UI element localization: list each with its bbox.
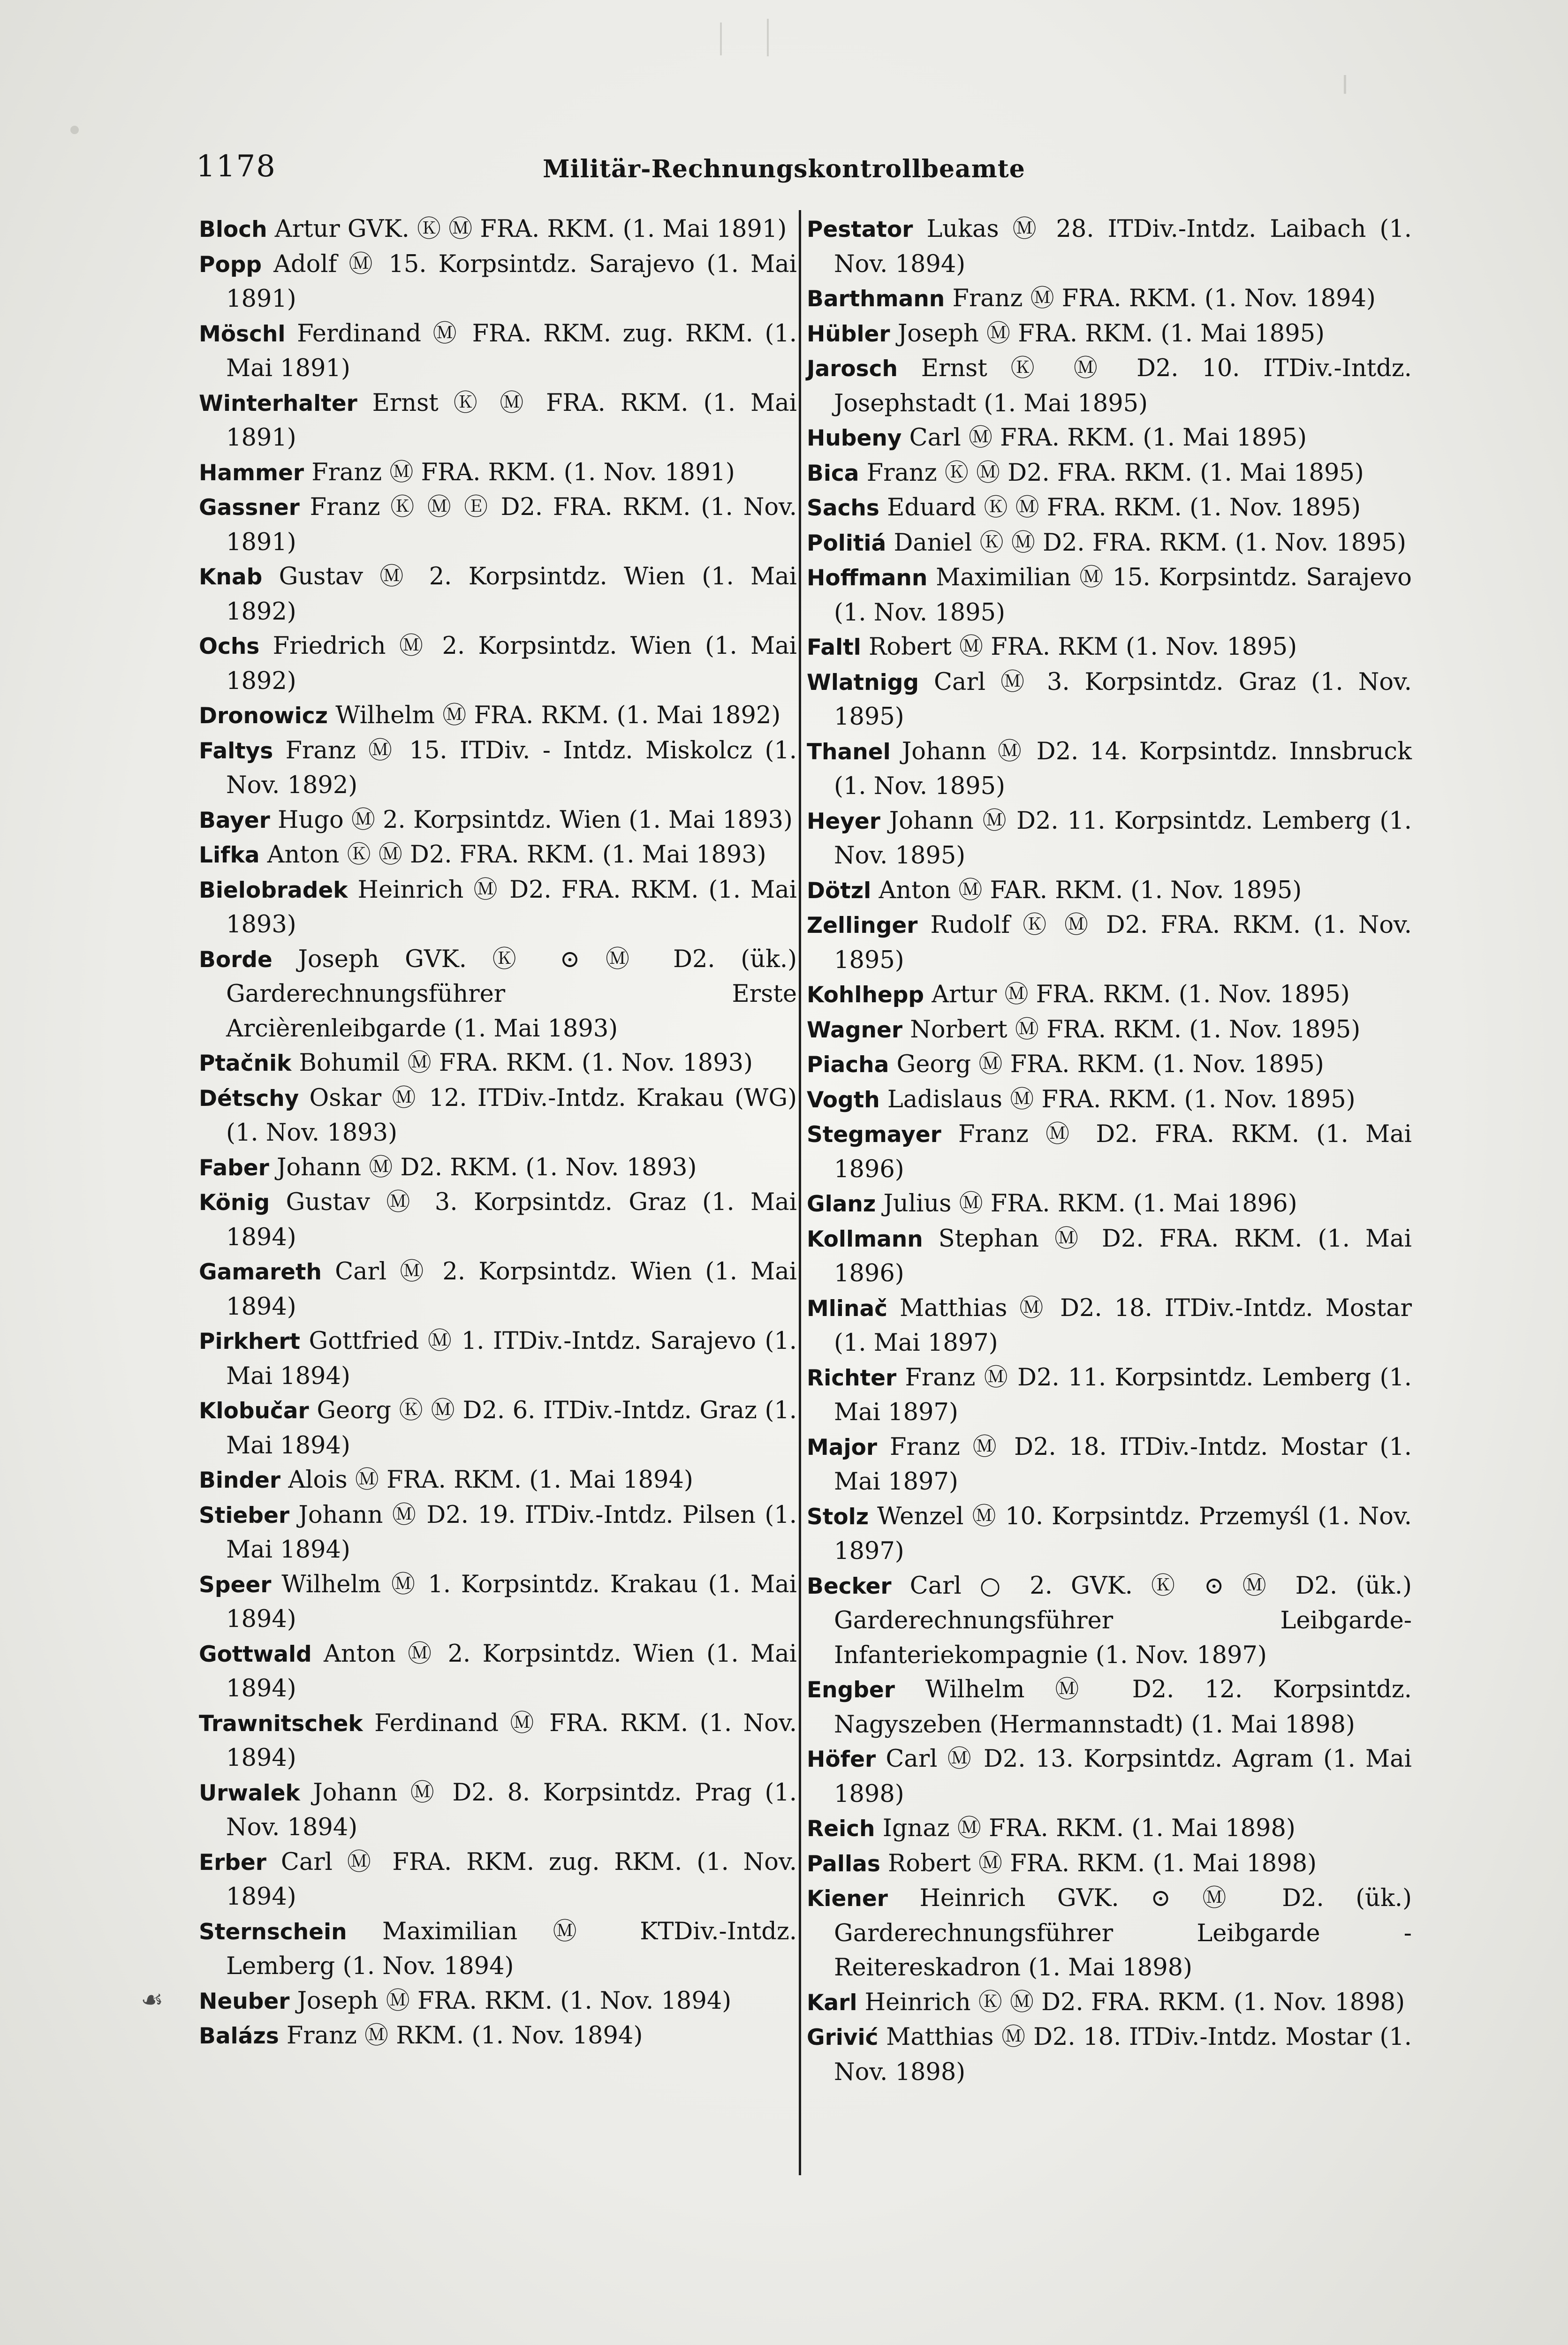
entry-surname: Kollmann	[807, 1226, 923, 1252]
register-entry	[807, 1013, 1412, 1048]
register-entry	[807, 456, 1412, 491]
entry-surname: Stegmayer	[807, 1122, 941, 1148]
entry-surname: Popp	[199, 251, 262, 278]
entry-surname: Borde	[199, 946, 273, 973]
entry-details: Artur GVK. Ⓚ Ⓜ FRA. RKM. (1. Mai 1891)	[274, 215, 787, 243]
entry-surname: Heyer	[807, 808, 880, 834]
entry-surname: Richter	[807, 1365, 897, 1391]
register-entry	[807, 804, 1412, 873]
register-entry	[807, 1742, 1412, 1811]
entry-surname: Lifka	[199, 842, 260, 868]
entry-surname: Bielobradek	[199, 877, 348, 903]
register-entry	[807, 1985, 1412, 2020]
entry-details: Georg Ⓚ Ⓜ D2. 6. ITDiv.-Intdz. Graz (1. Mai 1894)	[226, 1397, 797, 1460]
register-entry	[807, 560, 1412, 630]
register-entry	[199, 698, 797, 734]
register-entry	[807, 1846, 1412, 1882]
entry-details: Ferdinand Ⓜ FRA. RKM. (1. Nov. 1894)	[226, 1709, 797, 1772]
entry-surname: Barthmann	[807, 286, 945, 312]
entry-surname: Hübler	[807, 321, 890, 347]
entry-details: Johann Ⓜ D2. 11. Korpsintdz. Lemberg (1. Nov. 1895)	[834, 807, 1412, 870]
entry-details: Alois Ⓜ FRA. RKM. (1. Mai 1894)	[288, 1466, 693, 1494]
register-entry	[199, 1567, 797, 1637]
register-entry	[807, 281, 1412, 317]
register-entry	[807, 873, 1412, 908]
entry-surname: Stolz	[807, 1504, 869, 1530]
entry-surname: Pirkhert	[199, 1329, 300, 1354]
entry-details: Bohumil Ⓜ FRA. RKM. (1. Nov. 1893)	[299, 1049, 753, 1077]
entry-details: Joseph GVK. Ⓚ ⊙ Ⓜ D2. (ük.) Garderechnungsführer Erste Arcièrenleibgarde (1. Mai 1893)	[226, 945, 797, 1043]
entry-details: Johann Ⓜ D2. RKM. (1. Nov. 1893)	[277, 1153, 697, 1181]
entry-surname: Höfer	[807, 1747, 876, 1772]
scan-speck	[767, 19, 769, 56]
entry-details: Carl Ⓜ FRA. RKM. (1. Mai 1895)	[909, 424, 1307, 452]
entry-details: Maximilian Ⓜ KTDiv.-Intdz. Lemberg (1. Nov. 1894)	[226, 1917, 797, 1980]
entry-surname: Balázs	[199, 2023, 279, 2049]
entry-surname: Wlatnigg	[807, 669, 919, 696]
entry-surname: Winterhalter	[199, 390, 357, 416]
register-entry	[807, 1187, 1412, 1222]
entry-surname: Möschl	[199, 321, 286, 347]
register-entry	[199, 1914, 797, 1984]
entry-surname: Klobučar	[199, 1398, 309, 1424]
entry-surname: Major	[807, 1434, 878, 1460]
entry-details: Wenzel Ⓜ 10. Korpsintdz. Przemyśl (1. Nov. 1897)	[834, 1502, 1412, 1565]
entry-surname: Erber	[199, 1849, 266, 1876]
register-entry	[807, 526, 1412, 561]
register-entry	[807, 351, 1412, 421]
entry-details: Heinrich Ⓚ Ⓜ D2. FRA. RKM. (1. Nov. 1898)	[864, 1988, 1405, 2016]
entry-details: Adolf Ⓜ 15. Korpsintdz. Sarajevo (1. Mai 1891)	[226, 250, 797, 313]
register-entry	[199, 942, 797, 1046]
register-entry	[807, 1222, 1412, 1291]
register-entry	[807, 1430, 1412, 1499]
entry-details: Wilhelm Ⓜ D2. 12. Korpsintdz. Nagyszeben (Hermannstadt) (1. Mai 1898)	[834, 1676, 1412, 1739]
register-entry	[199, 629, 797, 698]
register-entry	[199, 317, 797, 386]
entry-surname: Trawnitschek	[199, 1710, 363, 1737]
entry-surname: Sternschein	[199, 1919, 347, 1945]
register-entry	[199, 803, 797, 838]
scan-speck	[720, 23, 722, 55]
entry-surname: Kiener	[807, 1886, 888, 1912]
entry-surname: Faltl	[807, 635, 861, 660]
register-entry	[807, 1811, 1412, 1846]
entry-surname: Bloch	[199, 217, 267, 242]
entry-details: Robert Ⓜ FRA. RKM. (1. Mai 1898)	[888, 1849, 1317, 1877]
entry-surname: Zellinger	[807, 913, 918, 938]
running-head: Militär-Rechnungskontrollbeamte	[543, 155, 1025, 183]
register-entry	[807, 1499, 1412, 1569]
entry-surname: Thanel	[807, 739, 891, 765]
entry-surname: König	[199, 1190, 270, 1216]
register-entry	[807, 734, 1412, 804]
entry-surname: Piacha	[807, 1052, 889, 1078]
margin-mark: ☙	[141, 1985, 164, 2014]
register-entry	[807, 908, 1412, 977]
entry-details: Heinrich GVK. ⊙ Ⓜ D2. (ük.) Garderechnungsführer Leibgarde - Reitereskadron (1. Mai 1898)	[834, 1884, 1412, 1982]
register-entry	[807, 1117, 1412, 1187]
register-entry	[199, 1845, 797, 1914]
register-entry	[199, 1046, 797, 1081]
register-entry	[199, 247, 797, 317]
left-column	[199, 212, 797, 2054]
register-entry	[199, 1081, 797, 1150]
entry-details: Ferdinand Ⓜ FRA. RKM. zug. RKM. (1. Mai 1891)	[226, 319, 797, 382]
register-entry	[199, 1393, 797, 1463]
entry-surname: Hammer	[199, 460, 304, 486]
entry-details: Franz Ⓜ FRA. RKM. (1. Nov. 1891)	[311, 458, 735, 486]
entry-details: Norbert Ⓜ FRA. RKM. (1. Nov. 1895)	[910, 1015, 1361, 1044]
register-entry	[199, 1706, 797, 1776]
entry-details: Franz Ⓜ D2. 18. ITDiv.-Intdz. Mostar (1. Mai 1897)	[834, 1433, 1412, 1496]
register-entry	[199, 490, 797, 560]
column-divider	[799, 210, 801, 2175]
entry-surname: Hubeny	[807, 425, 902, 451]
entry-details: Carl ○ 2. GVK. Ⓚ ⊙ Ⓜ D2. (ük.) Garderechnungsführer Leibgarde-Infanteriekompagnie (1. Nov. 1897)	[834, 1572, 1412, 1669]
entry-surname: Faber	[199, 1155, 269, 1181]
register-entry	[199, 455, 797, 491]
entry-details: Wilhelm Ⓜ FRA. RKM. (1. Mai 1892)	[335, 702, 781, 729]
entry-surname: Kohlhepp	[807, 982, 924, 1008]
entry-details: Stephan Ⓜ D2. FRA. RKM. (1. Mai 1896)	[834, 1225, 1412, 1287]
register-entry	[807, 491, 1412, 526]
entry-surname: Politiá	[807, 530, 886, 556]
entry-surname: Faltys	[199, 738, 273, 764]
entry-details: Anton Ⓚ Ⓜ D2. FRA. RKM. (1. Mai 1893)	[267, 841, 766, 869]
entry-details: Anton Ⓜ FAR. RKM. (1. Nov. 1895)	[879, 876, 1302, 904]
register-entry	[807, 212, 1412, 281]
register-entry	[807, 421, 1412, 456]
register-entry	[199, 734, 797, 803]
entry-details: Franz Ⓜ FRA. RKM. (1. Nov. 1894)	[952, 285, 1376, 312]
register-entry	[807, 2020, 1412, 2089]
entry-surname: Ptačnik	[199, 1051, 292, 1076]
entry-surname: Becker	[807, 1573, 892, 1599]
scan-speck	[70, 126, 79, 134]
entry-details: Georg Ⓜ FRA. RKM. (1. Nov. 1895)	[896, 1051, 1324, 1078]
register-entry	[807, 665, 1412, 734]
entry-details: Carl Ⓜ 2. Korpsintdz. Wien (1. Mai 1894)	[226, 1258, 797, 1321]
entry-details: Joseph Ⓜ FRA. RKM. (1. Nov. 1894)	[297, 1987, 732, 2015]
entry-surname: Bica	[807, 460, 859, 486]
entry-details: Maximilian Ⓜ 15. Korpsintdz. Sarajevo (1. Nov. 1895)	[834, 564, 1412, 627]
entry-details: Gustav Ⓜ 3. Korpsintdz. Graz (1. Mai 1894)	[226, 1188, 797, 1251]
entry-details: Franz Ⓜ D2. FRA. RKM. (1. Mai 1896)	[834, 1120, 1412, 1183]
register-entry	[807, 977, 1412, 1013]
entry-surname: Gamareth	[199, 1259, 322, 1285]
entry-surname: Dötzl	[807, 877, 871, 904]
register-entry	[199, 873, 797, 942]
entry-details: Daniel Ⓚ Ⓜ D2. FRA. RKM. (1. Nov. 1895)	[894, 529, 1406, 557]
entry-details: Julius Ⓜ FRA. RKM. (1. Mai 1896)	[883, 1190, 1297, 1218]
entry-surname: Engber	[807, 1677, 895, 1703]
entry-details: Matthias Ⓜ D2. 18. ITDiv.-Intdz. Mostar (1. Nov. 1898)	[834, 2023, 1412, 2086]
entry-surname: Pallas	[807, 1851, 880, 1877]
entry-details: Franz Ⓚ Ⓜ D2. FRA. RKM. (1. Mai 1895)	[866, 459, 1364, 487]
entry-details: Ernst Ⓚ Ⓜ FRA. RKM. (1. Mai 1891)	[226, 389, 797, 452]
entry-details: Anton Ⓜ 2. Korpsintdz. Wien (1. Mai 1894)	[226, 1640, 797, 1702]
entry-surname: Ochs	[199, 634, 260, 659]
entry-details: Franz Ⓜ D2. 11. Korpsintdz. Lemberg (1. Mai 1897)	[834, 1363, 1412, 1426]
register-entry	[199, 1637, 797, 1706]
entry-surname: Grivić	[807, 2025, 879, 2050]
entry-surname: Speer	[199, 1572, 272, 1598]
register-entry	[199, 1324, 797, 1393]
scan-speck	[1344, 75, 1346, 94]
register-entry	[807, 1672, 1412, 1742]
register-entry	[199, 1984, 797, 2019]
register-entry	[807, 1291, 1412, 1361]
entry-details: Johann Ⓜ D2. 8. Korpsintdz. Prag (1. Nov. 1894)	[226, 1778, 797, 1841]
entry-details: Johann Ⓜ D2. 14. Korpsintdz. Innsbruck (1. Nov. 1895)	[834, 737, 1412, 800]
entry-surname: Dronowicz	[199, 703, 328, 729]
entry-surname: Knab	[199, 564, 263, 590]
entry-surname: Karl	[807, 1989, 857, 2016]
entry-surname: Stieber	[199, 1502, 290, 1528]
entry-details: Ernst Ⓚ Ⓜ D2. 10. ITDiv.-Intdz. Josephstadt (1. Mai 1895)	[834, 355, 1412, 417]
entry-details: Heinrich Ⓜ D2. FRA. RKM. (1. Mai 1893)	[226, 876, 797, 938]
page-header	[0, 149, 1568, 182]
register-entry	[807, 1361, 1412, 1430]
register-entry	[199, 2019, 797, 2054]
entry-surname: Wagner	[807, 1017, 903, 1043]
entry-details: Johann Ⓜ D2. 19. ITDiv.-Intdz. Pilsen (1. Mai 1894)	[226, 1501, 797, 1564]
register-entry	[807, 1881, 1412, 1985]
register-entry	[199, 1255, 797, 1324]
entry-surname: Glanz	[807, 1191, 876, 1217]
register-entry	[199, 1776, 797, 1845]
register-entry	[199, 1498, 797, 1567]
entry-details: Carl Ⓜ FRA. RKM. zug. RKM. (1. Nov. 1894)	[226, 1848, 797, 1911]
register-entry	[807, 1569, 1412, 1673]
page-number: 1178	[196, 149, 276, 184]
entry-details: Matthias Ⓜ D2. 18. ITDiv.-Intdz. Mostar (1. Mai 1897)	[834, 1294, 1412, 1357]
entry-surname: Urwalek	[199, 1780, 300, 1806]
entry-surname: Sachs	[807, 495, 879, 521]
entry-surname: Gottwald	[199, 1641, 312, 1667]
entry-details: Gustav Ⓜ 2. Korpsintdz. Wien (1. Mai 1892)	[226, 563, 797, 626]
register-entry	[807, 1082, 1412, 1118]
entry-surname: Détschy	[199, 1085, 299, 1112]
entry-surname: Hoffmann	[807, 565, 928, 591]
register-entry	[199, 1463, 797, 1498]
entry-surname: Bayer	[199, 807, 270, 833]
register-entry	[199, 1185, 797, 1255]
entry-surname: Binder	[199, 1468, 281, 1493]
register-entry	[807, 317, 1412, 352]
register-entry	[199, 212, 797, 247]
entry-details: Ladislaus Ⓜ FRA. RKM. (1. Nov. 1895)	[887, 1085, 1356, 1113]
register-entry	[199, 560, 797, 629]
entry-details: Carl Ⓜ 3. Korpsintdz. Graz (1. Nov. 1895)	[834, 668, 1412, 731]
entry-surname: Mlinač	[807, 1295, 888, 1322]
register-entry	[199, 386, 797, 455]
entry-details: Franz Ⓜ 15. ITDiv. - Intdz. Miskolcz (1. Nov. 1892)	[226, 736, 797, 799]
entry-surname: Neuber	[199, 1988, 290, 2014]
entry-details: Joseph Ⓜ FRA. RKM. (1. Mai 1895)	[897, 319, 1325, 348]
entry-details: Gottfried Ⓜ 1. ITDiv.-Intdz. Sarajevo (1. Mai 1894)	[226, 1327, 797, 1390]
entry-surname: Gassner	[199, 495, 300, 521]
entry-details: Wilhelm Ⓜ 1. Korpsintdz. Krakau (1. Mai 1894)	[226, 1570, 797, 1633]
entry-details: Friedrich Ⓜ 2. Korpsintdz. Wien (1. Mai 1892)	[226, 632, 797, 695]
entry-details: Ignaz Ⓜ FRA. RKM. (1. Mai 1898)	[882, 1815, 1295, 1842]
entry-details: Franz Ⓚ Ⓜ Ⓔ D2. FRA. RKM. (1. Nov. 1891)	[226, 493, 797, 556]
entry-details: Artur Ⓜ FRA. RKM. (1. Nov. 1895)	[932, 981, 1350, 1008]
entry-details: Rudolf Ⓚ Ⓜ D2. FRA. RKM. (1. Nov. 1895)	[834, 911, 1412, 974]
register-entry	[807, 1047, 1412, 1082]
entry-surname: Reich	[807, 1816, 875, 1842]
entry-details: Eduard Ⓚ Ⓜ FRA. RKM. (1. Nov. 1895)	[887, 494, 1361, 522]
entry-details: Oskar Ⓜ 12. ITDiv.-Intdz. Krakau (WG) (1. Nov. 1893)	[226, 1084, 797, 1147]
register-entry	[199, 838, 797, 873]
entry-surname: Pestator	[807, 217, 913, 242]
entry-details: Lukas Ⓜ 28. ITDiv.-Intdz. Laibach (1. Nov. 1894)	[834, 215, 1412, 278]
register-entry	[199, 1150, 797, 1186]
entry-details: Franz Ⓜ RKM. (1. Nov. 1894)	[286, 2022, 643, 2050]
right-column	[807, 212, 1412, 2089]
entry-surname: Vogth	[807, 1087, 880, 1113]
entry-details: Hugo Ⓜ 2. Korpsintdz. Wien (1. Mai 1893)	[278, 806, 793, 834]
register-entry	[807, 630, 1412, 665]
entry-details: Robert Ⓜ FRA. RKM (1. Nov. 1895)	[868, 633, 1297, 661]
entry-surname: Jarosch	[807, 356, 898, 382]
entry-details: Carl Ⓜ D2. 13. Korpsintdz. Agram (1. Mai 1898)	[834, 1745, 1412, 1808]
